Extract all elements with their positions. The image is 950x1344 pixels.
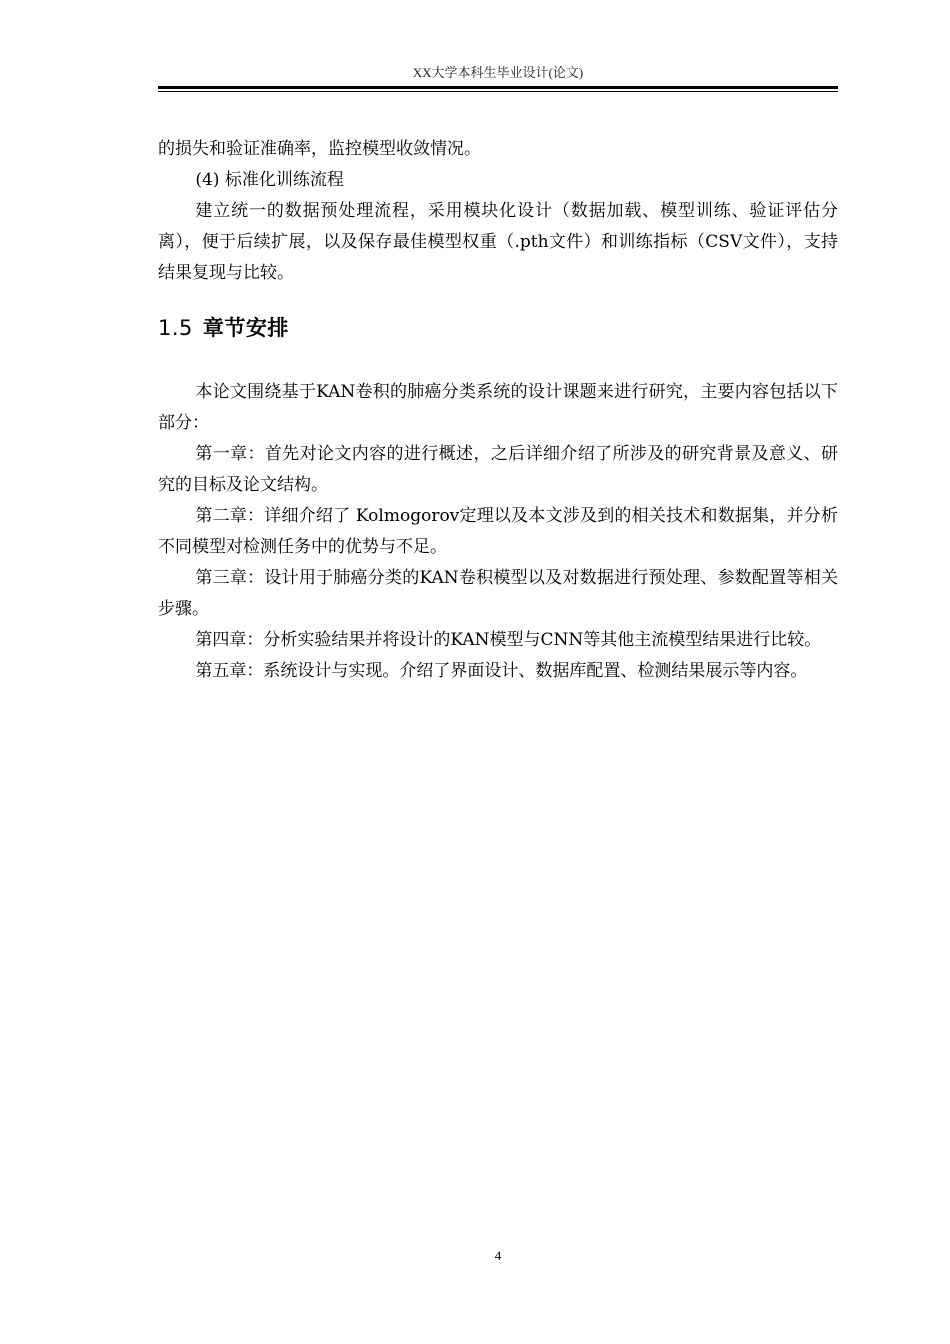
paragraph-chapter-3: 第三章：设计用于肺癌分类的KAN卷积模型以及对数据进行预处理、参数配置等相关步骤。: [158, 568, 838, 619]
body-content: [158, 134, 838, 687]
subsection-heading: (4) 标准化训练流程: [195, 170, 344, 190]
section-heading: [158, 313, 838, 343]
header-rule-thick: [158, 86, 838, 89]
paragraph-chapter-1: 第一章：首先对论文内容的进行概述，之后详细介绍了所涉及的研究背景及意义、研究的目标及论文结构。: [158, 444, 838, 495]
section-title: 章节安排: [202, 316, 289, 340]
paragraph-chapter-2: 第二章：详细介绍了 Kolmogorov定理以及本文涉及到的相关技术和数据集，并分析不同模型对检测任务中的优势与不足。: [158, 506, 838, 557]
paragraph-chapter-4: 第四章：分析实验结果并将设计的KAN模型与CNN等其他主流模型结果进行比较。: [195, 630, 822, 650]
paragraph-intro: 本论文围绕基于KAN卷积的肺癌分类系统的设计课题来进行研究，主要内容包括以下部分：: [158, 382, 838, 433]
paragraph-standardized-training: 建立统一的数据预处理流程，采用模块化设计（数据加载、模型训练、验证评估分离），便于后续扩展，以及保存最佳模型权重（.pth文件）和训练指标（CSV文件），支持结果复现与比较。: [158, 201, 838, 283]
page-header: XX大学本科生毕业设计(论文): [412, 65, 584, 80]
paragraph-continuation: 的损失和验证准确率，监控模型收敛情况。: [158, 139, 481, 159]
section-number: 1.5: [158, 316, 193, 340]
paragraph-chapter-5: 第五章：系统设计与实现。介绍了界面设计、数据库配置、检测结果展示等内容。: [195, 661, 808, 681]
page-number: 4: [494, 1248, 502, 1263]
header-rule-thin: [158, 91, 838, 92]
